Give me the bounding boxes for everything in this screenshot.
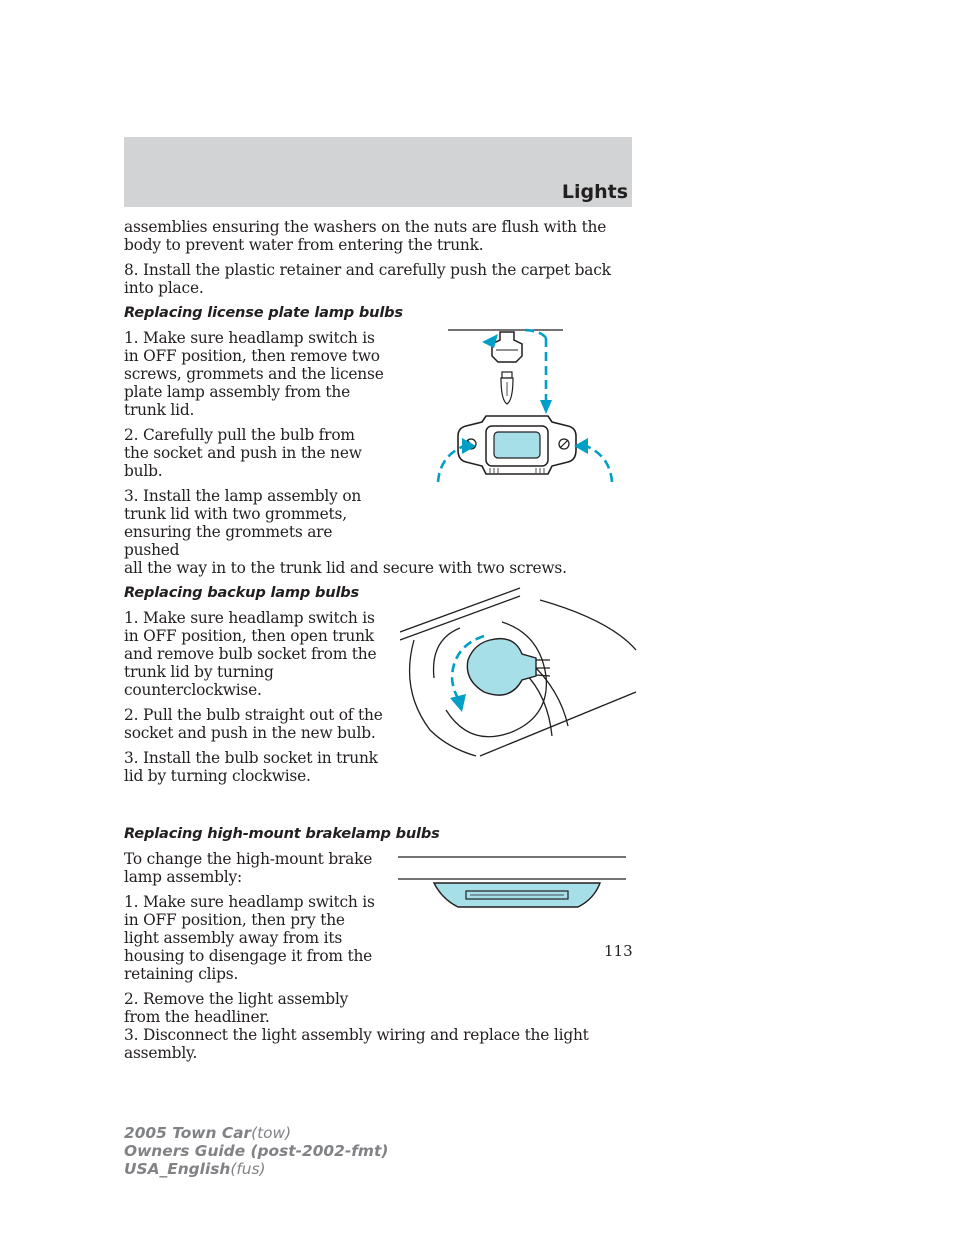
footer-line-2	[124, 1142, 388, 1160]
backup-heading: Replacing backup lamp bulbs	[124, 584, 359, 601]
footer-language: USA_English	[124, 1160, 231, 1178]
backup-lamp-illustration	[400, 580, 640, 765]
brakelamp-heading: Replacing high-mount brakelamp bulbs	[124, 825, 440, 842]
footer-model-code: (tow)	[251, 1124, 292, 1142]
intro-paragraph-2: 8. Install the plastic retainer and carefully push the carpet back into place.	[124, 261, 611, 297]
license-step-2: 2. Carefully pull the bulb from the socket and push in the new bulb.	[124, 426, 362, 480]
license-step-3a: 3. Install the lamp assembly on trunk lid with two grommets, ensuring the grommets are pushed	[124, 487, 362, 559]
footer-line-3	[124, 1160, 388, 1178]
intro-paragraph-1: assemblies ensuring the washers on the nuts are flush with the body to prevent water from entering the trunk.	[124, 218, 607, 254]
license-plate-heading: Replacing license plate lamp bulbs	[124, 304, 403, 321]
license-step-3b: all the way in to the trunk lid and secure with two screws.	[124, 559, 567, 577]
page-number: 113	[604, 942, 633, 960]
backup-step-1: 1. Make sure headlamp switch is in OFF position, then open trunk and remove bulb socket from the trunk lid by turning counterclockwise.	[124, 609, 377, 699]
section-title: Lights	[561, 181, 628, 203]
footer-language-code: (fus)	[230, 1160, 266, 1178]
brakelamp-section	[124, 825, 634, 1062]
footer-model: 2005 Town Car	[124, 1124, 252, 1142]
footer-guide: Owners Guide (post-2002-fmt)	[124, 1142, 389, 1160]
brakelamp-illustration	[394, 855, 630, 925]
header-band	[124, 137, 632, 207]
backup-step-2: 2. Pull the bulb straight out of the socket and push in the new bulb.	[124, 706, 383, 742]
license-lamp-illustration	[418, 324, 618, 499]
brakelamp-step-1: 1. Make sure headlamp switch is in OFF position, then pry the light assembly away from its housing to disengage it from the retaining clips.	[124, 893, 375, 983]
brakelamp-step-2: 2. Remove the light assembly from the headliner.	[124, 990, 349, 1026]
footer-line-1	[124, 1124, 388, 1142]
page-content	[124, 218, 634, 1069]
license-plate-section	[124, 304, 634, 577]
brakelamp-intro: To change the high-mount brake lamp assembly:	[124, 850, 373, 886]
license-step-1: 1. Make sure headlamp switch is in OFF position, then remove two screws, grommets and the license plate lamp assembly from the trunk lid.	[124, 329, 384, 419]
backup-step-3: 3. Install the bulb socket in trunk lid by turning clockwise.	[124, 749, 378, 785]
brakelamp-step-3: 3. Disconnect the light assembly wiring and replace the light assembly.	[124, 1026, 589, 1062]
backup-section	[124, 584, 634, 785]
footer	[124, 1124, 388, 1178]
